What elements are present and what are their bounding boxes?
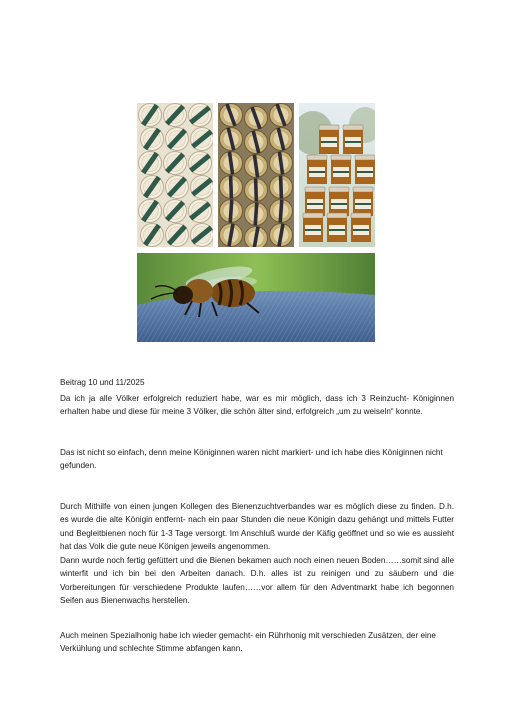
stacked-jars-image [299, 103, 375, 247]
paragraph-special-honey: Auch meinen Spezialhonig habe ich wieder gemacht- ein Rührhonig mit verschieden Zusätzen, der eine Verkühlung und schlechte Stimme abfangen kann. [60, 631, 436, 654]
honey-jars-top-view-photo [137, 103, 213, 247]
stacked-honey-jars-photo [299, 103, 375, 247]
article-heading: Beitrag 10 und 11/2025 [60, 378, 145, 387]
honey-jars-lids-image [137, 103, 213, 247]
paragraph-finding-queens: Durch Mithilfe von einen jungen Kollegen des Bienenzuchtverbandes war es möglich diese zu finden. D.h. es wurde die alte Königin entfernt- nach ein paar Stunden die neue Königin dazu gehängt und mittels Futter und Begleitbienen noch für 1-3 Tage versorgt. Im Anschluß wurde der Käfig geöffnet und so wie es aussieht hat das Volk die gute neue Königen jeweils angenommen. [60, 502, 454, 552]
honey-jars-gold-lids-photo [218, 103, 294, 247]
paragraph-unmarked-queens: Das ist nicht so einfach, denn meine Königinnen waren nicht markiert- und ich habe dies Königinnen nicht gefunden. [60, 448, 443, 471]
paragraph-requeening: Da ich ja alle Völker erfolgreich reduziert habe, war es mir möglich, dass ich 3 Reinzucht- Königinnen erhalten habe und diese für meine 3 Völker, die schön älter sind, erfolgreich „um zu weiseln“ konnte. [60, 394, 454, 417]
paragraph-winter-preparation: Dann wurde noch fertig gefüttert und die Bienen bekamen auch noch einen neuen Boden……somit sind alle winterfit und ich bin bei den Arbeiten danach. D.h. alles ist zu reinigen und zu säubern und die Vorbereitungen für verschiedene Produkte laufen……vor allem für den Adventmarkt habe ich begonnen Seifen aus Bienenwachs herstellen. [60, 556, 454, 606]
honey-jars-gold-image [218, 103, 294, 247]
bee-on-fabric-photo [137, 253, 375, 342]
bee-image [137, 253, 375, 342]
